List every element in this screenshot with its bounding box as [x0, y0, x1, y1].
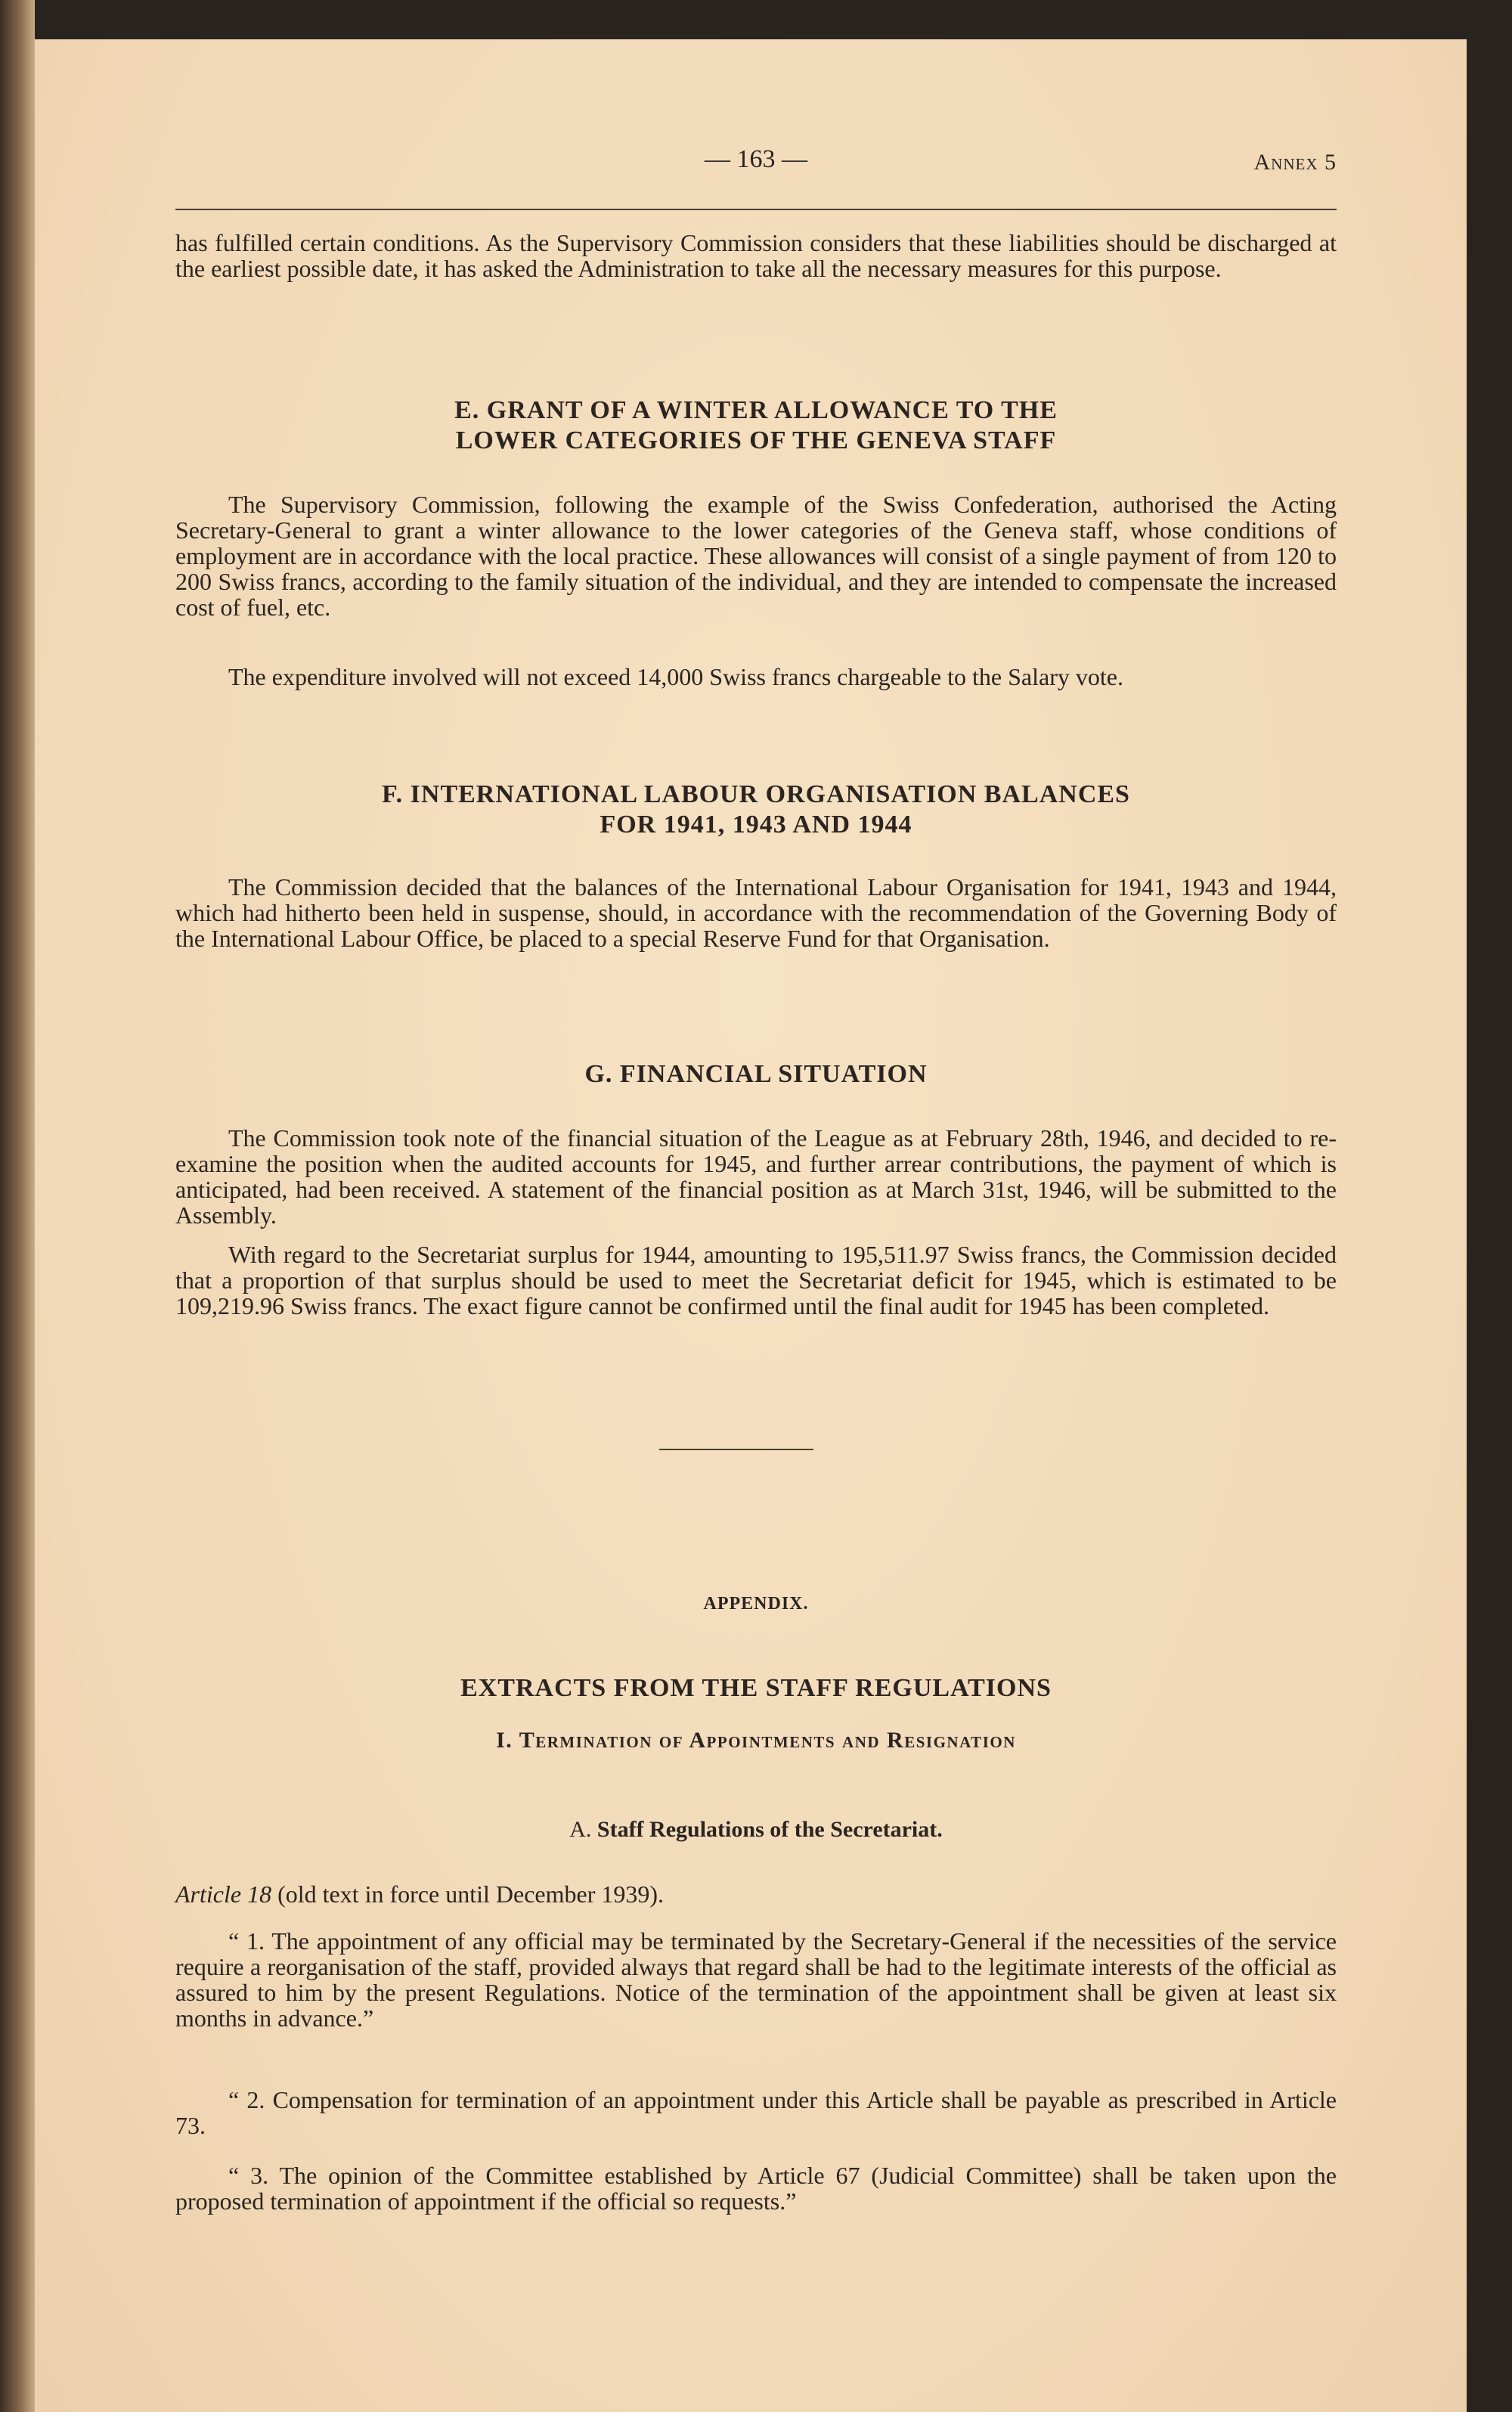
section-divider [659, 1449, 813, 1450]
article-reference [175, 1881, 1337, 1907]
running-header [175, 138, 1337, 183]
section-g-paragraph-2: With regard to the Secretariat surplus for 1944, amounting to 195,511.97 Swiss francs, the Commission decided that a proportion of that surplus should be used to meet the Secretariat deficit for 1945, which is estimated to be 109,219.96 Swiss francs. The exact figure cannot be confirmed until the final audit for 1945 has been completed. [175, 1241, 1337, 1319]
annex-label: Annex 5 [1253, 150, 1337, 175]
section-g-title: G. FINANCIAL SITUATION [584, 1060, 928, 1088]
section-e-paragraph-1: The Supervisory Commission, following the example of the Swiss Confederation, authorised the Acting Secretary-General to grant a winter allowance to the lower categories of the Geneva staff, whose conditions of employment are in accordance with the local practice. These allowances will consist of a single payment of from 120 to 200 Swiss francs, according to the family situation of the individual, and they are intended to compensate the increased cost of fuel, etc. [175, 491, 1337, 621]
intro-paragraph: has fulfilled certain conditions. As the Supervisory Commission considers that these liabilities should be discharged at the earliest possible date, it has asked the Administration to take all the necessary measures for this purpose. [175, 229, 1337, 282]
section-e-title-line2: LOWER CATEGORIES OF THE GENEVA STAFF [455, 426, 1057, 454]
document-page [35, 39, 1467, 2412]
header-rule [175, 209, 1337, 210]
regulation-item-1: “ 1. The appointment of any official may be terminated by the Secretary-General if the necessities of the service require a reorganisation of the staff, provided always that regard shall be had to the legitimate interests of the official as assured to him by the present Regulations. Notice of the termination of the appointment shall be given at least six months in advance.” [175, 1927, 1337, 2032]
appendix-label: APPENDIX. [703, 1594, 809, 1614]
section-e-paragraph-2: The expenditure involved will not exceed 14,000 Swiss francs chargeable to the Salary vote. [228, 663, 1123, 690]
regulation-item-3: “ 3. The opinion of the Committee established by Article 67 (Judicial Committee) shall be taken upon the proposed termination of appointment if the official so requests.” [175, 2162, 1337, 2215]
section-f-title-line2: FOR 1941, 1943 AND 1944 [600, 811, 912, 839]
appendix-section-heading [175, 1816, 1337, 1843]
section-f-title-line1: F. INTERNATIONAL LABOUR ORGANISATION BALANCES [382, 780, 1130, 808]
appendix-section-title: Staff Regulations of the Secretariat. [596, 1817, 943, 1842]
article-note: (old text in force until December 1939). [271, 1880, 665, 1908]
section-g-paragraph-1: The Commission took note of the financial situation of the League as at February 28th, 1946, and decided to re-examine the position when the audited accounts for 1945, and further arrear contributions, the payment of which is anticipated, had been received. A statement of the financial position as at March 31st, 1946, will be submitted to the Assembly. [175, 1124, 1337, 1229]
appendix-section-prefix: A. [569, 1817, 592, 1842]
page-number: — 163 — [705, 145, 807, 173]
section-f-paragraph-1: The Commission decided that the balances of the International Labour Organisation for 1941, 1943 and 1944, which had hitherto been held in suspense, should, in accordance with the recommendation of the Governing Body of the International Labour Office, be placed to a special Reserve Fund for that Organisation. [175, 873, 1337, 952]
appendix-subtitle: I. Termination of Appointments and Resignation [496, 1728, 1016, 1753]
article-number: Article 18 [175, 1880, 272, 1908]
book-binding-edge [0, 0, 35, 2412]
appendix-title: EXTRACTS FROM THE STAFF REGULATIONS [460, 1674, 1052, 1702]
regulation-item-2: “ 2. Compensation for termination of an appointment under this Article shall be payable as prescribed in Article 73. [175, 2086, 1337, 2139]
section-e-title-line1: E. GRANT OF A WINTER ALLOWANCE TO THE [454, 396, 1058, 424]
